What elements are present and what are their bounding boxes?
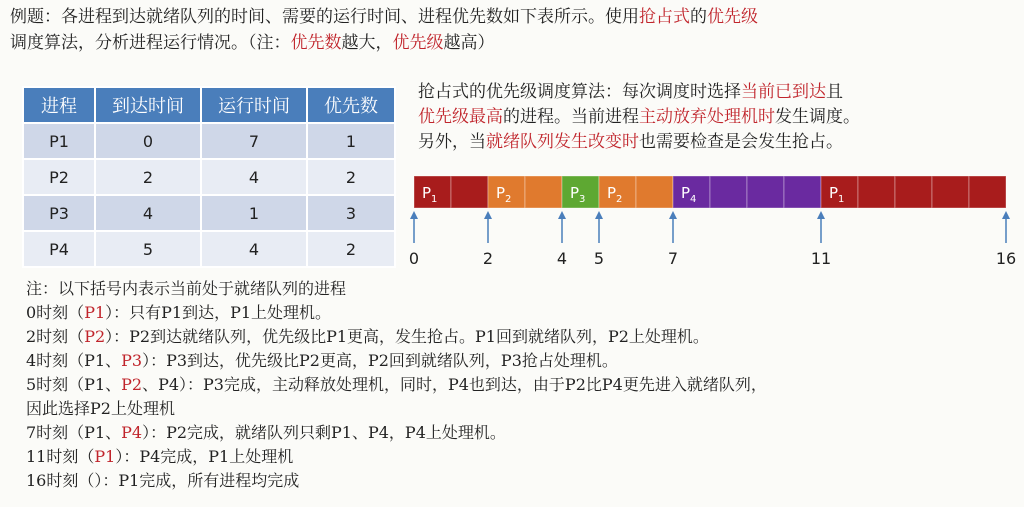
intro-highlight-priority: 优先级 — [707, 7, 758, 27]
notes-section — [26, 277, 1016, 493]
intro-text: 越高） — [443, 33, 495, 53]
desc-highlight: 主动放弃处理机时 — [639, 107, 775, 127]
desc-text: 也需要检查是会发生抢占。 — [639, 132, 843, 152]
note-line-11: 11时刻（P1）：P4完成，P1上处理机 — [26, 447, 294, 466]
gantt-segment-label: $P_3$ — [570, 184, 586, 205]
gantt-cell — [895, 176, 932, 208]
gantt-cell — [710, 176, 747, 208]
gantt-cell — [525, 176, 562, 208]
column-header: 运行时间 — [201, 87, 307, 123]
table-cell: 1 — [201, 195, 307, 231]
table-cell: 2 — [307, 231, 395, 267]
table-cell: 4 — [201, 159, 307, 195]
note-line-7: 7时刻（P1、P4）：P2完成，就绪队列只剩P1、P4，P4上处理机。 — [26, 423, 506, 442]
tick-label: 4 — [556, 249, 568, 268]
algorithm-description — [418, 80, 1008, 155]
desc-text: 且 — [826, 82, 843, 102]
gantt-cell — [451, 176, 488, 208]
gantt-segment-label: $P_1$ — [829, 184, 845, 205]
tick-arrowhead — [669, 211, 677, 219]
intro-highlight-priority-number: 优先数 — [290, 33, 342, 53]
notes-title: 注：以下括号内表示当前处于就绪队列的进程 — [26, 279, 347, 298]
tick-label: 0 — [408, 249, 420, 268]
gantt-cell — [858, 176, 895, 208]
note-line-0: 0时刻（P1）：只有P1到达，P1上处理机。 — [26, 303, 332, 322]
table-cell: 1 — [307, 123, 395, 159]
desc-text: 另外，当 — [418, 132, 486, 152]
table-cell: P2 — [23, 159, 95, 195]
problem-statement — [10, 4, 1010, 56]
table-cell: 4 — [95, 195, 201, 231]
intro-highlight-priority-level: 优先级 — [392, 33, 444, 53]
table-row — [23, 123, 395, 159]
desc-text: 的进程。当前进程 — [503, 107, 639, 127]
tick-arrowhead — [595, 211, 603, 219]
gantt-segment-label: $P_2$ — [496, 184, 512, 205]
tick-arrowhead — [817, 211, 825, 219]
note-line-5-cont: 因此选择P2上处理机 — [26, 399, 175, 418]
gantt-cell — [969, 176, 1006, 208]
table-cell: 0 — [95, 123, 201, 159]
gantt-segment-label: $P_4$ — [681, 184, 697, 205]
table-cell: 2 — [95, 159, 201, 195]
note-line-2: 2时刻（P2）：P2到达就绪队列，优先级比P1更高，发生抢占。P1回到就绪队列，P2上处理机。 — [26, 327, 709, 346]
gantt-cell — [636, 176, 673, 208]
desc-text: 抢占式的优先级调度算法：每次调度时选择 — [418, 82, 741, 102]
note-line-16: 16时刻（）：P1完成，所有进程均完成 — [26, 471, 300, 490]
table-cell: P1 — [23, 123, 95, 159]
column-header: 优先数 — [307, 87, 395, 123]
intro-text: 越大， — [341, 33, 393, 53]
gantt-cell — [932, 176, 969, 208]
desc-highlight: 优先级最高 — [418, 107, 503, 127]
tick-arrowhead — [410, 211, 418, 219]
gantt-cell — [784, 176, 821, 208]
table-cell: 5 — [95, 231, 201, 267]
column-header: 到达时间 — [95, 87, 201, 123]
tick-label: 11 — [810, 249, 832, 268]
gantt-segment-label: $P_1$ — [422, 184, 438, 205]
column-header: 进程 — [23, 87, 95, 123]
tick-arrowhead — [558, 211, 566, 219]
desc-highlight: 就绪队列发生改变时 — [486, 132, 639, 152]
table-cell: 2 — [307, 159, 395, 195]
tick-arrowhead — [1002, 211, 1010, 219]
intro-text: 调度算法，分析进程运行情况。（注： — [10, 33, 291, 53]
tick-label: 2 — [482, 249, 494, 268]
intro-text: 的 — [690, 7, 707, 27]
table-cell: 4 — [201, 231, 307, 267]
desc-text: 发生调度。 — [775, 107, 860, 127]
tick-label: 7 — [667, 249, 679, 268]
table-cell: 7 — [201, 123, 307, 159]
gantt-segment-label: $P_2$ — [607, 184, 623, 205]
gantt-chart — [0, 170, 1024, 275]
table-cell: P4 — [23, 231, 95, 267]
table-cell: P3 — [23, 195, 95, 231]
table-header-row — [23, 87, 395, 123]
desc-highlight: 当前已到达 — [741, 82, 826, 102]
intro-text: 例题：各进程到达就绪队列的时间、需要的运行时间、进程优先数如下表所示。使用 — [10, 7, 639, 27]
intro-highlight-preemptive: 抢占式 — [639, 7, 690, 27]
tick-label: 5 — [593, 249, 605, 268]
gantt-cell — [747, 176, 784, 208]
tick-arrowhead — [484, 211, 492, 219]
note-line-4: 4时刻（P1、P3）：P3到达，优先级比P2更高，P2回到就绪队列，P3抢占处理机。 — [26, 351, 618, 370]
table-cell: 3 — [307, 195, 395, 231]
note-line-5: 5时刻（P1、P2、P4）：P3完成，主动释放处理机，同时，P4也到达，由于P2比P4更先进入就绪队列， — [26, 375, 767, 394]
tick-label: 16 — [995, 249, 1017, 268]
